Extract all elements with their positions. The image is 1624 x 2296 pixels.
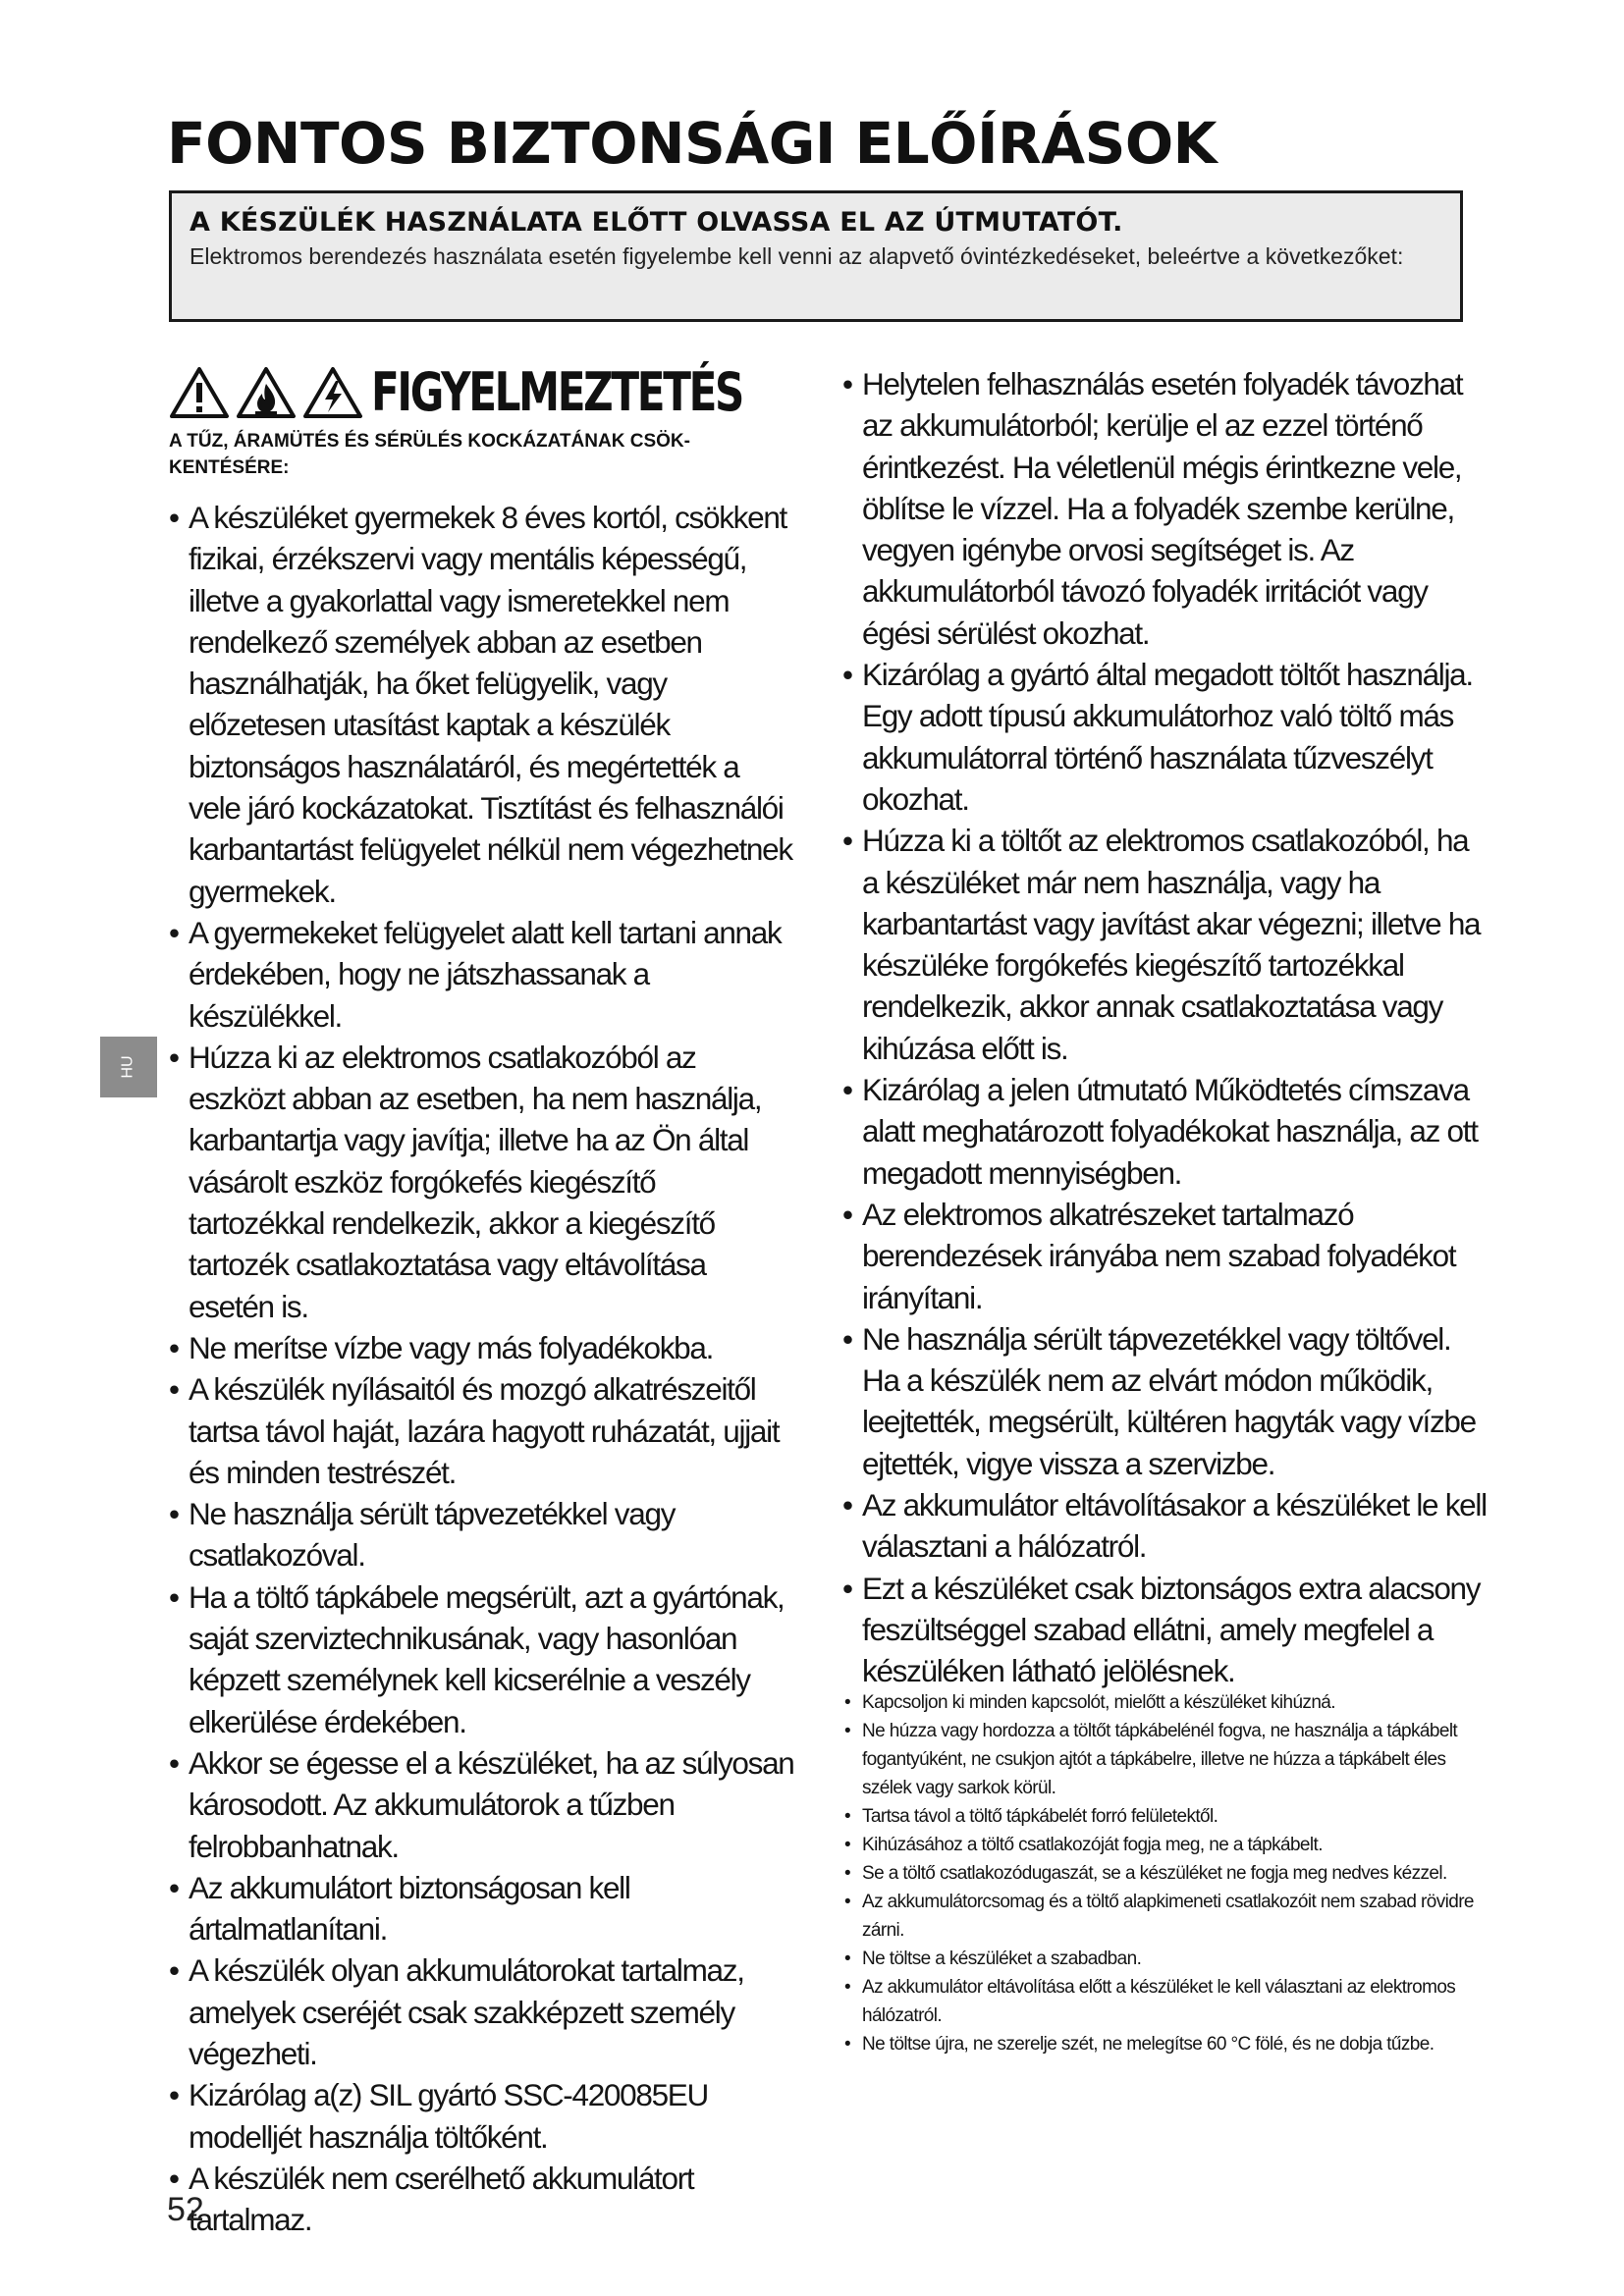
list-item: • Helytelen felhasználás esetén folyadék távozhat az akkumulátorból; kerülje el az ezzel történő érintkezést. Ha véletlenül mégis érintkezne vele, öblítse le vízzel. Ha a folyadék szembe kerülne, vegyen igénybe orvosi segítséget is. Az akkumulátorból távozó folyadék irritációt vagy égési sérülést okozhat. [842,363,1490,654]
list-item: • Húzza ki a töltőt az elektromos csatlakozóból, ha a készüléket már nem használja, vagy ha karbantartást vagy javítást akar végezni; illetve ha készüléke forgókefés kiegészítő tartozékkal rendelkezik, akkor annak csatlakoztatása vagy kihúzása előtt is. [842,820,1490,1069]
list-item: • Tartsa távol a töltő tápkábelét forró felületektől. [842,1802,1490,1831]
warning-heading: FIGYELMEZTETÉS [371,361,743,423]
page-number: 52 [167,2191,204,2228]
list-item: • Ne használja sérült tápvezetékkel vagy töltővel. Ha a készülék nem az elvárt módon működik, leejtették, megsérült, kültéren hagyták vagy vízbe ejtették, vigye vissza a szervizbe. [842,1318,1490,1484]
list-item: • Ezt a készüléket csak biztonságos extra alacsony feszültséggel szabad ellátni, amely megfelel a készüléken látható jelölésnek. [842,1568,1490,1692]
list-item: • Kizárólag a gyártó által megadott töltőt használja. Egy adott típusú akkumulátorhoz való töltő más akkumulátorral történő használata tűzveszélyt okozhat. [842,654,1490,820]
notice-heading: A KÉSZÜLÉK HASZNÁLATA ELŐTT OLVASSA EL AZ ÚTMUTATÓT. [189,207,1123,238]
notice-box [169,190,1463,322]
warning-icon [169,366,230,419]
list-item: • Ha a töltő tápkábele megsérült, azt a gyártónak, saját szerviztechnikusának, vagy hasonlóan képzett személynek kell kicserélnie a veszély elkerülése érdekében. [169,1576,797,1742]
list-item: • Húzza ki az elektromos csatlakozóból az eszközt abban az esetben, ha nem használja, karbantartja vagy javítja; illetve ha az Ön által vásárolt eszköz forgókefés kiegészítő tartozékkal rendelkezik, akkor a kiegészítő tartozék csatlakoztatása vagy eltávolítása esetén is. [169,1037,797,1327]
notice-text: Elektromos berendezés használata esetén figyelembe kell venni az alapvető óvintézkedéseket, beleértve a következőket: [189,243,1404,269]
fire-icon [236,366,297,419]
list-item: • Akkor se égesse el a készüléket, ha az súlyosan károsodott. Az akkumulátorok a tűzben felrobbanhatnak. [169,1742,797,1867]
list-item: • Ne töltse újra, ne szerelje szét, ne melegítse 60 °C fölé, és ne dobja tűzbe. [842,2030,1490,2058]
list-item: • A gyermekeket felügyelet alatt kell tartani annak érdekében, hogy ne játszhassanak a készülékkel. [169,912,797,1037]
list-item: • Az akkumulátor eltávolítása előtt a készüléket le kell választani az elektromos hálózatról. [842,1973,1490,2030]
language-tab-label: HU [119,1055,136,1079]
warning-icons [169,366,363,419]
list-item: • A készüléket gyermekek 8 éves kortól, csökkent fizikai, érzékszervi vagy mentális képességű, illetve a gyakorlattal vagy ismeretekkel nem rendelkező személyek abban az esetben használhatják, ha őket felügyelik, vagy előzetesen utasítást kaptak a készülék biztonságos használatáról, és megértették a vele járó kockázatokat. Tisztítást és felhasználói karbantartást felügyelet nélkül nem végezhetnek gyermekek. [169,497,797,912]
list-item: • Ne használja sérült tápvezetékkel vagy csatlakozóval. [169,1493,797,1576]
list-item: • Az akkumulátor eltávolításakor a készüléket le kell választani a hálózatról. [842,1484,1490,1568]
list-item: • Kizárólag a jelen útmutató Működtetés címszava alatt meghatározott folyadékokat használja, az ott megadott mennyiségben. [842,1069,1490,1194]
list-item: • Az akkumulátorcsomag és a töltő alapkimeneti csatlakozóit nem szabad rövidre zárni. [842,1888,1490,1945]
warning-subheading: A TŰZ, ÁRAMÜTÉS ÉS SÉRÜLÉS KOCKÁZATÁNAK CSÖK-KENTÉSÉRE: [169,431,690,478]
right-safety-list [842,363,1490,1692]
left-safety-list [169,497,797,2240]
list-item: • Ne merítse vízbe vagy más folyadékokba. [169,1327,797,1368]
list-item: • A készülék nyílásaitól és mozgó alkatrészeitől tartsa távol haját, lazára hagyott ruházatát, ujjait és minden testrészét. [169,1368,797,1493]
list-item: • Kapcsoljon ki minden kapcsolót, mielőtt a készüléket kihúzná. [842,1688,1490,1717]
list-item: • Kizárólag a(z) SIL gyártó SSC-420085EU modelljét használja töltőként. [169,2074,797,2158]
list-item: • Kihúzásához a töltő csatlakozóját fogja meg, ne a tápkábelt. [842,1831,1490,1859]
list-item: • A készülék olyan akkumulátorokat tartalmaz, amelyek cseréjét csak szakképzett személy végezheti. [169,1949,797,2074]
language-tab [100,1037,157,1097]
electric-shock-icon [302,366,363,419]
list-item: • A készülék nem cserélhető akkumulátort tartalmaz. [169,2158,797,2241]
list-item: • Ne húzza vagy hordozza a töltőt tápkábelénél fogva, ne használja a tápkábelt fogantyúként, ne csukjon ajtót a tápkábelre, illetve ne húzza a tápkábelt éles szélek vagy sarkok körül. [842,1717,1490,1802]
warning-header [169,361,847,423]
page-title: FONTOS BIZTONSÁGI ELŐÍRÁSOK [167,110,1218,177]
list-item: • Az akkumulátort biztonságosan kell ártalmatlanítani. [169,1867,797,1950]
list-item: • Se a töltő csatlakozódugaszát, se a készüléket ne fogja meg nedves kézzel. [842,1859,1490,1888]
list-item: • Ne töltse a készüléket a szabadban. [842,1945,1490,1973]
list-item: • Az elektromos alkatrészeket tartalmazó berendezések irányába nem szabad folyadékot irányítani. [842,1194,1490,1318]
charger-safety-list [842,1688,1490,2058]
